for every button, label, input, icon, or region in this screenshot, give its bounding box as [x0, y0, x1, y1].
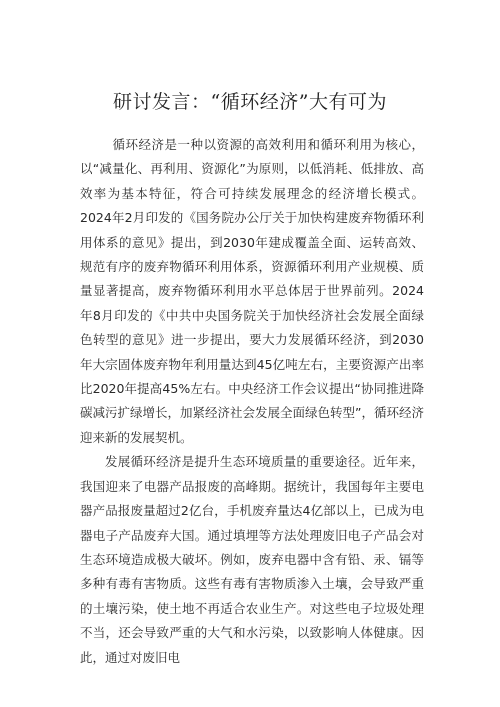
paragraph-1: 循环经济是一种以资源的高效利用和循环利用为核心，以“减量化、再利用、资源化”为原则，以低消耗、低排放、高效率为基本特征，符合可持续发展理念的经济增长模式。2024年2月印发的《国务院办公厅关于加快构建废弃物循环利用体系的意见》提出，到2030年建成覆盖全面、运转高效、规范有序的废弃物循环利用体系，资源循环利用产业规模、质量显著提高，废弃物循环利用水平总体居于世界前列。2024年8月印发的《中共中央国务院关于加快经济社会发展全面绿色转型的意见》进一步提出，要大力发展循环经济，到2030年大宗固体废弃物年利用量达到45亿吨左右，主要资源产出率比2020年提高45%左右。中央经济工作会议提出“协同推进降碳减污扩绿增长，加紧经济社会发展全面绿色转型”，循环经济迎来新的发展契机。 — [80, 137, 424, 445]
document-body — [80, 133, 424, 670]
document-title: 研讨发言：“循环经济”大有可为 — [113, 91, 387, 113]
paragraph-2: 发展循环经济是提升生态环境质量的重要途径。近年来，我国迎来了电器产品报废的高峰期。据统计，我国每年主要电器产品报废量超过2亿台，手机废弃量达4亿部以上，已成为电器电子产品废弃大国。通过填埋等方法处理废旧电子产品会对生态环境造成极大破坏。例如，废弃电器中含有铅、汞、镉等多种有毒有害物质。这些有毒有害物质渗入土壤，会导致严重的土壤污染，使土地不再适合农业生产。对这些电子垃圾处理不当，还会导致严重的大气和水污染，以致影响人体健康。因此，通过对废旧电 — [80, 454, 424, 665]
